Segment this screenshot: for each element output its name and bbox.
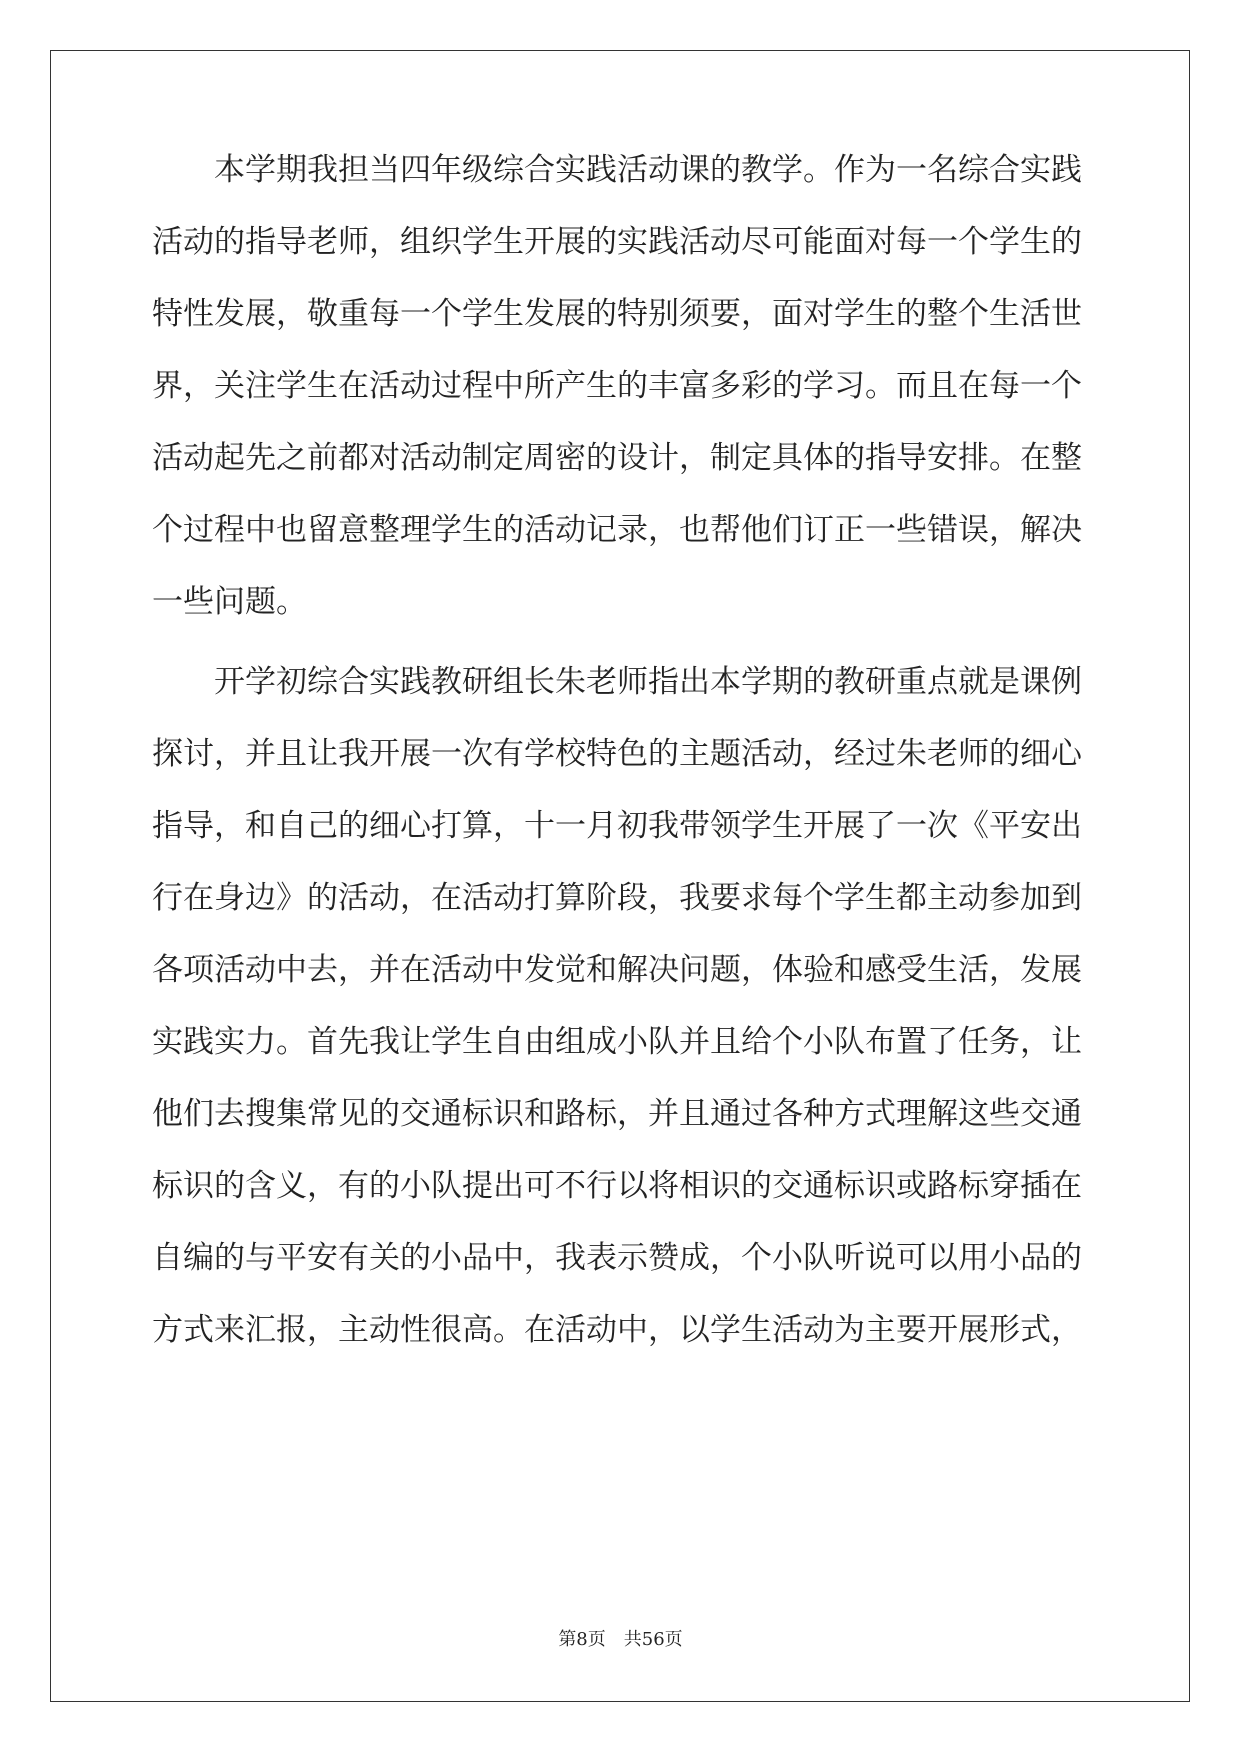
paragraph-line [152, 1372, 1082, 1432]
paragraph-line: 指导，和自己的细心打算，十一月初我带领学生开展了一次《平安出 [152, 808, 1082, 844]
paragraph-line: 他们去搜集常见的交通标识和路标，并且通过各种方式理解这些交通 [152, 1096, 1082, 1132]
paragraph-line: 本学期我担当四年级综合实践活动课的教学。作为一名综合实践 [152, 152, 1082, 188]
paragraph-line: 行在身边》的活动，在活动打算阶段，我要求每个学生都主动参加到 [152, 880, 1082, 916]
paragraph-line: 活动起先之前都对活动制定周密的设计，制定具体的指导安排。在整 [152, 440, 1082, 476]
paragraph-line: 自编的与平安有关的小品中，我表示赞成，个小队听说可以用小品的 [152, 1240, 1082, 1276]
paragraph-line: 活动的指导老师，组织学生开展的实践活动尽可能面对每一个学生的 [152, 224, 1082, 260]
paragraph-line: 开学初综合实践教研组长朱老师指出本学期的教研重点就是课例 [152, 664, 1082, 700]
paragraph-line: 特性发展，敬重每一个学生发展的特别须要，面对学生的整个生活世 [152, 296, 1082, 332]
paragraph-line: 探讨，并且让我开展一次有学校特色的主题活动，经过朱老师的细心 [152, 736, 1082, 772]
paragraph-line: 实践实力。首先我让学生自由组成小队并且给个小队布置了任务，让 [152, 1024, 1082, 1060]
paragraph-line: 各项活动中去，并在活动中发觉和解决问题，体验和感受生活，发展 [152, 952, 1082, 988]
paragraph-line: 界，关注学生在活动过程中所产生的丰富多彩的学习。而且在每一个 [152, 368, 1082, 404]
paragraph-line: 个过程中也留意整理学生的活动记录，也帮他们订正一些错误，解决 [152, 512, 1082, 548]
paragraph-line: 标识的含义，有的小队提出可不行以将相识的交通标识或路标穿插在 [152, 1168, 1082, 1204]
paragraph-line: 方式来汇报，主动性很高。在活动中，以学生活动为主要开展形式， [152, 1312, 1082, 1348]
paragraph-line: 一些问题。 [152, 584, 307, 620]
page-footer: 第8页 共56页 [558, 1629, 683, 1650]
